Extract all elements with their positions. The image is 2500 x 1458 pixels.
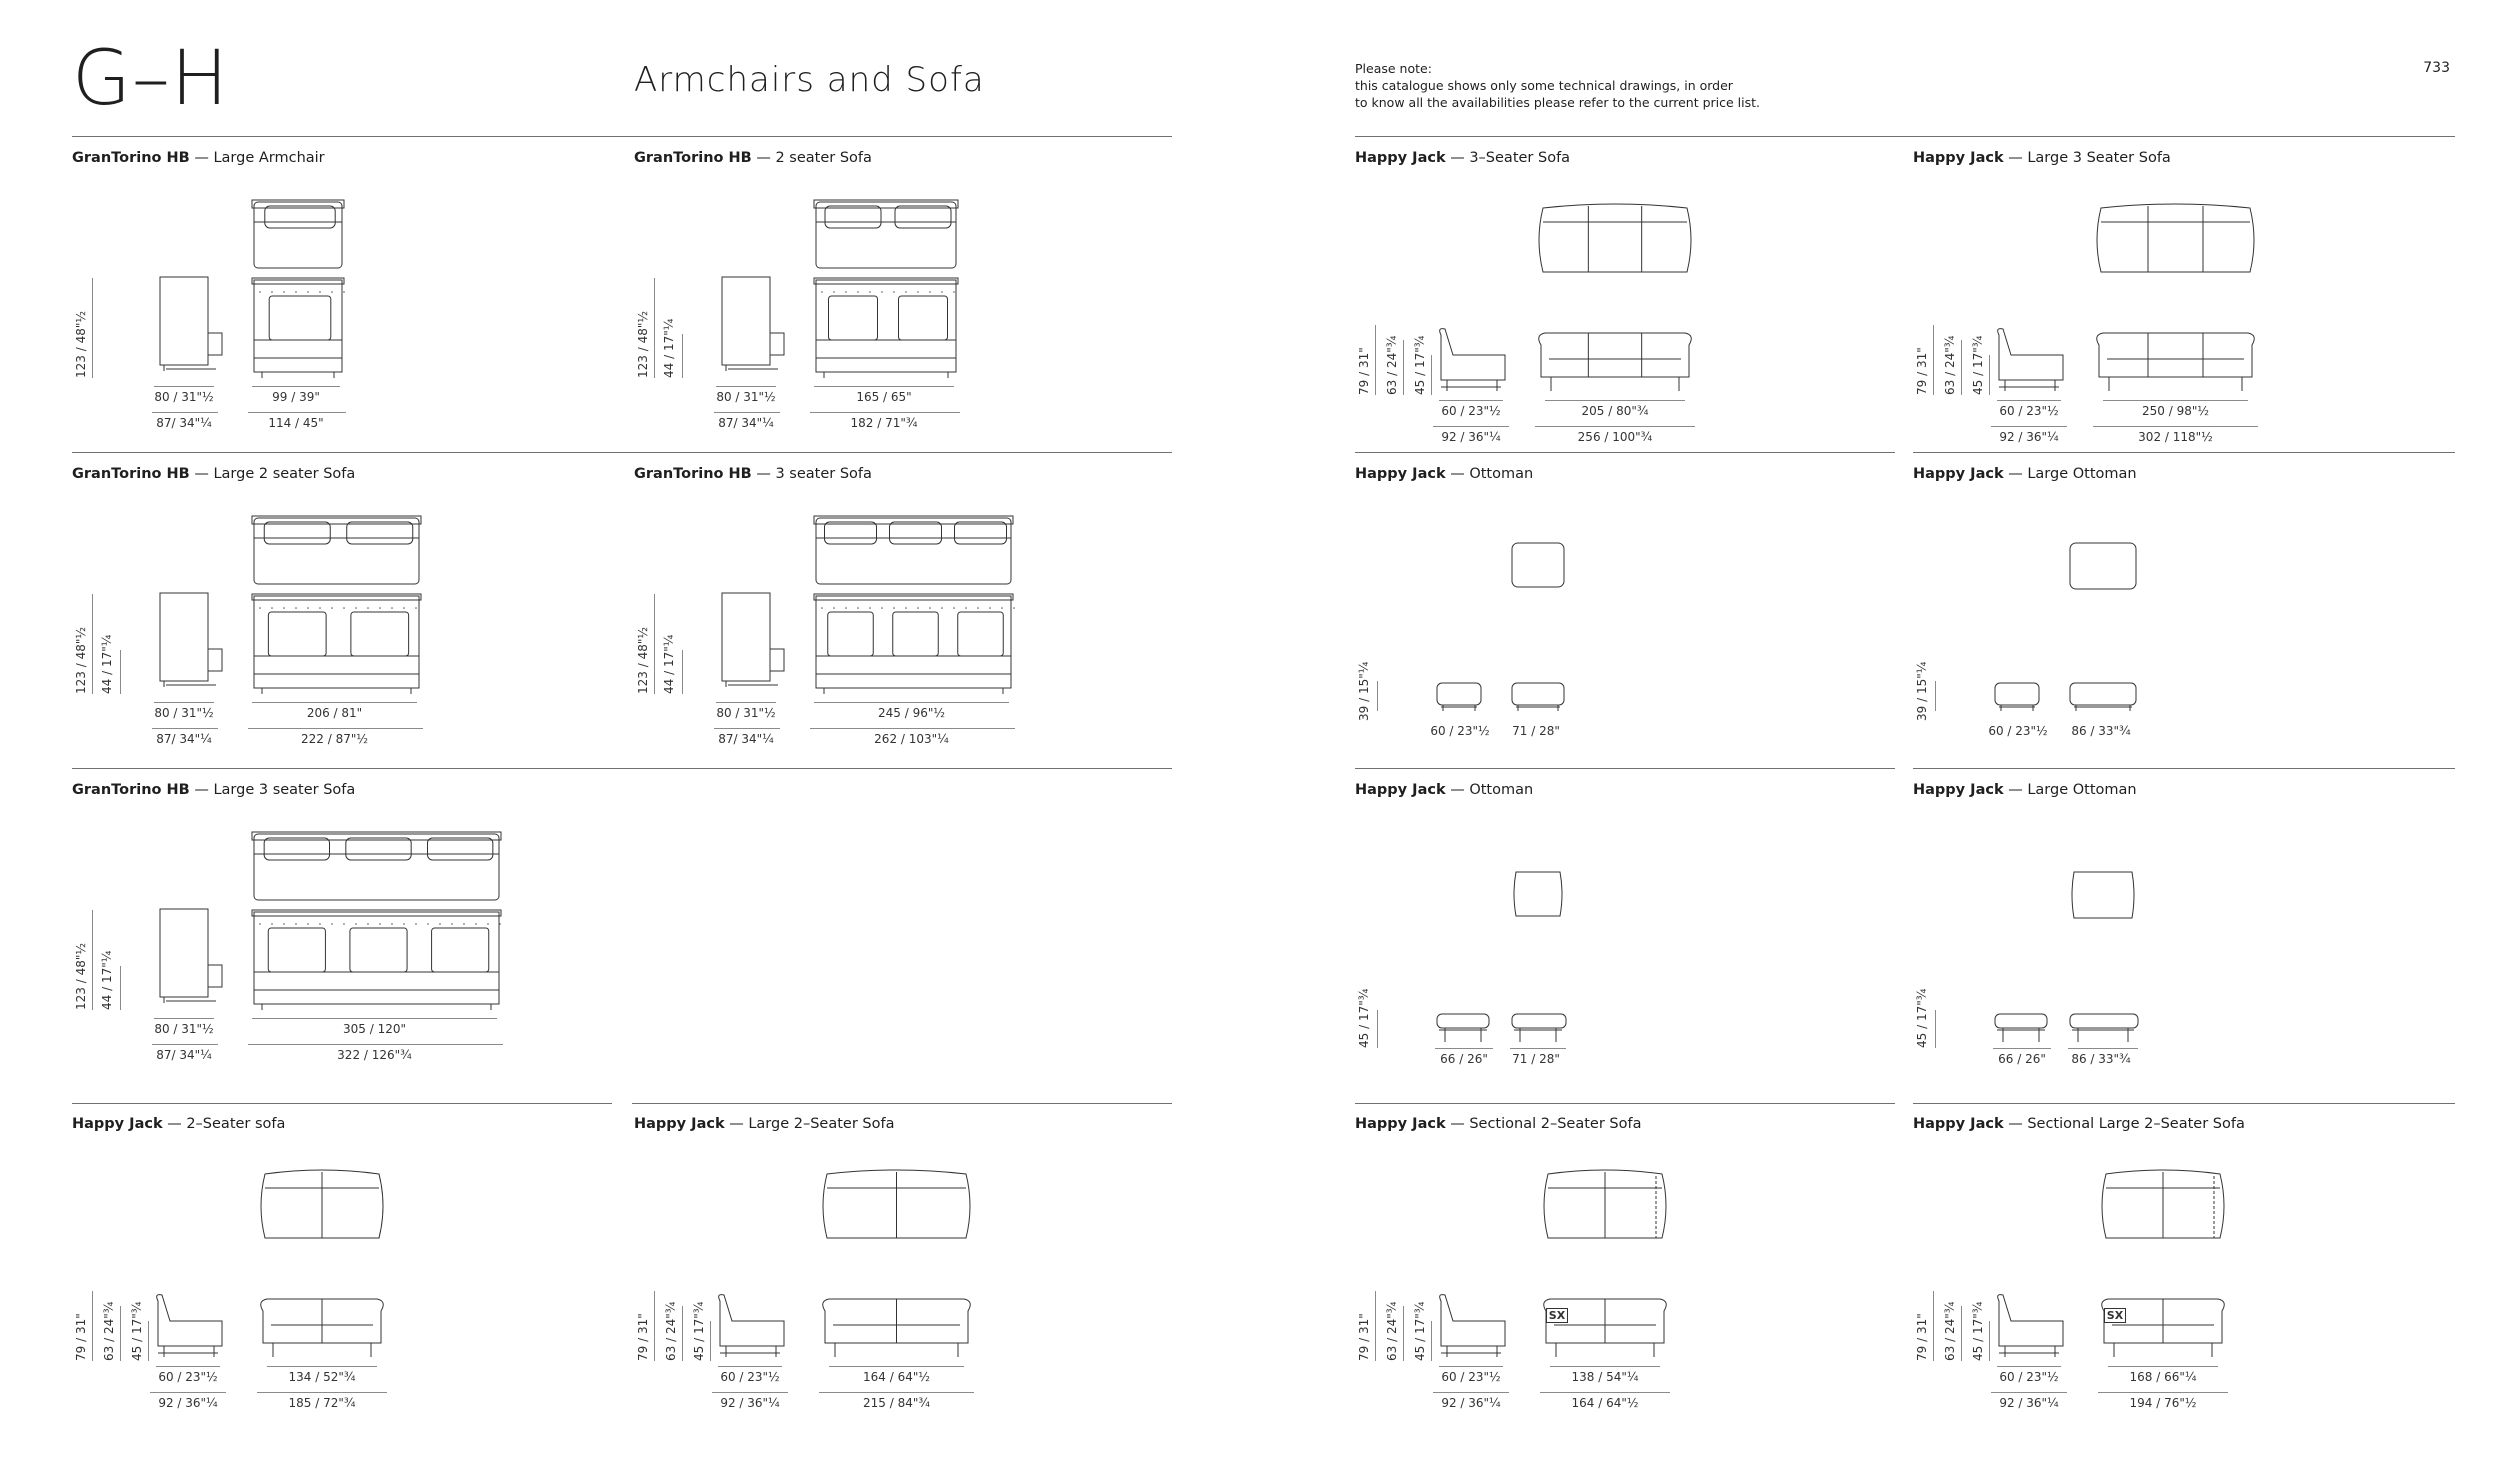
dimension-line	[1377, 681, 1378, 711]
top-view-drawing	[814, 200, 962, 275]
height-dimension: 79 / 31"	[1915, 1313, 1929, 1361]
dimension-line	[810, 728, 1015, 729]
depth-dimension: 60 / 23"½	[1441, 404, 1501, 418]
width-total-dimension: 256 / 100"¾	[1577, 430, 1653, 444]
top-view-drawing	[819, 1166, 974, 1246]
seat-height-dimension: 45 / 17"¾	[692, 1301, 706, 1361]
product-brand: GranTorino HB	[634, 150, 752, 166]
depth-total-dimension: 87/ 34"¼	[718, 732, 774, 746]
top-view-drawing	[1510, 541, 1566, 589]
dimension-line	[819, 1392, 974, 1393]
top-view-drawing	[252, 200, 348, 275]
front-view-drawing	[1510, 681, 1566, 715]
dimension-line	[1961, 1306, 1962, 1361]
side-view-drawing	[1435, 681, 1485, 715]
section-rule	[72, 1103, 612, 1104]
product-brand: Happy Jack	[1913, 782, 2004, 798]
product-brand: Happy Jack	[1355, 782, 1446, 798]
dimension-line	[829, 1366, 964, 1367]
depth-total-dimension: 92 / 36"¼	[1999, 1396, 2059, 1410]
dimension-line	[1510, 1048, 1566, 1049]
dimension-line	[1989, 1321, 1990, 1361]
product-model: — Large Armchair	[189, 150, 325, 166]
dimension-line	[1435, 1048, 1493, 1049]
side-view-drawing	[1435, 325, 1510, 395]
width-dimension: 86 / 33"¾	[2071, 724, 2131, 738]
back-height-dimension: 63 / 24"¾	[664, 1301, 678, 1361]
dimension-line	[1545, 400, 1685, 401]
dimension-line	[2108, 1366, 2218, 1367]
product-caption	[1355, 150, 1570, 166]
dimension-line	[92, 594, 93, 694]
top-view-drawing	[257, 1166, 387, 1246]
dimension-line	[718, 1366, 782, 1367]
dimension-line	[248, 728, 423, 729]
depth-dimension: 80 / 31"½	[154, 1022, 214, 1036]
dimension-line	[267, 1366, 377, 1367]
page-number: 733	[2423, 60, 2450, 76]
width-dimension: 205 / 80"¾	[1581, 404, 1649, 418]
dimension-line	[2068, 1048, 2138, 1049]
product-caption	[1355, 1116, 1641, 1132]
side-view-drawing	[158, 907, 228, 1017]
depth-dimension: 60 / 23"½	[158, 1370, 218, 1384]
front-view-drawing	[814, 278, 962, 382]
side-view-drawing	[720, 275, 790, 385]
depth-dimension: 60 / 23"½	[1441, 1370, 1501, 1384]
dimension-line	[716, 702, 776, 703]
back-height-dimension: 63 / 24"¾	[1385, 335, 1399, 395]
depth-total-dimension: 92 / 36"¼	[158, 1396, 218, 1410]
section-rule	[72, 452, 1172, 453]
width-total-dimension: 302 / 118"½	[2138, 430, 2213, 444]
product-caption	[72, 782, 355, 798]
product-caption	[1355, 782, 1533, 798]
dimension-line	[156, 1366, 220, 1367]
dimension-line	[1991, 426, 2067, 427]
dimension-line	[810, 412, 960, 413]
width-dimension: 71 / 28"	[1512, 724, 1560, 738]
width-dimension: 164 / 64"½	[863, 1370, 930, 1384]
product-caption	[1913, 150, 2171, 166]
product-model: — Large 2 seater Sofa	[189, 466, 356, 482]
width-dimension: 134 / 52"¾	[288, 1370, 356, 1384]
dimension-line	[1377, 1010, 1378, 1048]
dimension-line	[1997, 400, 2061, 401]
dimension-line	[1403, 340, 1404, 395]
dimension-line	[248, 412, 346, 413]
height-dimension: 45 / 17"¾	[1915, 988, 1929, 1048]
back-height-dimension: 63 / 24"¾	[1943, 335, 1957, 395]
section-rule	[1913, 452, 2455, 453]
dimension-line	[257, 1392, 387, 1393]
front-view-drawing	[2068, 681, 2138, 715]
front-view-drawing	[819, 1291, 974, 1361]
height-dimension: 79 / 31"	[1357, 1313, 1371, 1361]
side-view-drawing	[158, 591, 228, 701]
dimension-line	[120, 1306, 121, 1361]
dimension-line	[1439, 400, 1503, 401]
depth-dimension: 60 / 23"½	[720, 1370, 780, 1384]
depth-total-dimension: 87/ 34"¼	[156, 732, 212, 746]
depth-dimension: 80 / 31"½	[154, 390, 214, 404]
width-total-dimension: 322 / 126"¾	[337, 1048, 412, 1062]
dimension-line	[1431, 355, 1432, 395]
product-model: — 2 seater Sofa	[751, 150, 872, 166]
seat-height-dimension: 45 / 17"¾	[1971, 335, 1985, 395]
dimension-line	[1933, 325, 1934, 395]
dimension-line	[154, 702, 214, 703]
width-total-dimension: 114 / 45"	[268, 416, 324, 430]
depth-dimension: 66 / 26"	[1998, 1052, 2046, 1066]
dimension-line	[252, 702, 417, 703]
product-brand: Happy Jack	[1913, 150, 2004, 166]
dimension-line	[152, 412, 218, 413]
side-view-drawing	[1993, 325, 2068, 395]
section-rule	[1355, 768, 1895, 769]
product-brand: GranTorino HB	[72, 782, 190, 798]
dimension-line	[1431, 1321, 1432, 1361]
top-view-drawing	[252, 832, 505, 907]
depth-total-dimension: 92 / 36"¼	[720, 1396, 780, 1410]
height-dimension: 123 / 48"½	[74, 943, 88, 1010]
product-model: — Large 2–Seater Sofa	[724, 1116, 895, 1132]
product-brand: Happy Jack	[1355, 466, 1446, 482]
note-line: to know all the availabilities please refer to the current price list.	[1355, 95, 1761, 110]
product-brand: Happy Jack	[634, 1116, 725, 1132]
dimension-line	[1439, 1366, 1503, 1367]
dimension-line	[152, 728, 218, 729]
top-view-drawing	[2068, 870, 2138, 924]
seat-height-dimension: 45 / 17"¾	[130, 1301, 144, 1361]
dimension-line	[150, 1392, 226, 1393]
front-view-drawing	[252, 594, 425, 698]
seat-height-dimension: 45 / 17"¾	[1413, 1301, 1427, 1361]
height-dimension: 79 / 31"	[636, 1313, 650, 1361]
height-dimension: 39 / 15"¼	[1357, 661, 1371, 721]
dimension-line	[1989, 355, 1990, 395]
seat-height-dimension: 44 / 17"¼	[662, 634, 676, 694]
section-rule	[1355, 1103, 1895, 1104]
dimension-line	[120, 650, 121, 694]
seat-height-dimension: 44 / 17"¼	[662, 318, 676, 378]
depth-total-dimension: 92 / 36"¼	[1441, 1396, 1501, 1410]
dimension-line	[712, 1392, 788, 1393]
dimension-line	[1935, 681, 1936, 711]
dimension-line	[1935, 1010, 1936, 1048]
height-dimension: 45 / 17"¾	[1357, 988, 1371, 1048]
dimension-line	[814, 702, 1009, 703]
availability-note	[1355, 60, 1760, 111]
product-model: — Sectional Large 2–Seater Sofa	[2003, 1116, 2245, 1132]
dimension-line	[252, 386, 340, 387]
header-rule-left	[72, 136, 1172, 137]
depth-total-dimension: 92 / 36"¼	[1999, 430, 2059, 444]
note-line: this catalogue shows only some technical drawings, in order	[1355, 78, 1733, 93]
depth-dimension: 60 / 23"½	[1999, 404, 2059, 418]
sectional-side-label: SX	[2104, 1308, 2126, 1323]
dimension-line	[1961, 340, 1962, 395]
dimension-line	[154, 386, 214, 387]
side-view-drawing	[1435, 1012, 1493, 1048]
product-model: — Ottoman	[1445, 782, 1534, 798]
width-total-dimension: 185 / 72"¾	[288, 1396, 356, 1410]
product-model: — 3–Seater Sofa	[1445, 150, 1571, 166]
seat-height-dimension: 45 / 17"¾	[1413, 335, 1427, 395]
top-view-drawing	[252, 516, 425, 591]
depth-dimension: 66 / 26"	[1440, 1052, 1488, 1066]
width-dimension: 165 / 65"	[856, 390, 912, 404]
product-model: — Large 3 seater Sofa	[189, 782, 356, 798]
side-view-drawing	[1993, 1012, 2051, 1048]
top-view-drawing	[2098, 1166, 2228, 1246]
top-view-drawing	[814, 516, 1017, 591]
product-caption	[72, 1116, 285, 1132]
dimension-line	[1993, 1048, 2051, 1049]
width-dimension: 305 / 120"	[343, 1022, 406, 1036]
depth-dimension: 80 / 31"½	[716, 390, 776, 404]
depth-dimension: 80 / 31"½	[716, 706, 776, 720]
depth-total-dimension: 92 / 36"¼	[1441, 430, 1501, 444]
dimension-line	[682, 334, 683, 378]
product-caption	[1913, 466, 2137, 482]
dimension-line	[710, 1321, 711, 1361]
dimension-line	[1375, 1291, 1376, 1361]
width-dimension: 245 / 96"½	[878, 706, 945, 720]
width-dimension: 86 / 33"¾	[2071, 1052, 2131, 1066]
product-caption	[72, 150, 325, 166]
product-brand: Happy Jack	[1355, 150, 1446, 166]
front-view-drawing	[2068, 1012, 2142, 1048]
dimension-line	[148, 1321, 149, 1361]
dimension-line	[252, 1018, 497, 1019]
width-total-dimension: 222 / 87"½	[301, 732, 368, 746]
height-dimension: 39 / 15"¼	[1915, 661, 1929, 721]
side-view-drawing	[1993, 681, 2043, 715]
section-rule	[1355, 452, 1895, 453]
product-model: — Large Ottoman	[2003, 466, 2137, 482]
dimension-line	[92, 910, 93, 1010]
height-dimension: 79 / 31"	[1915, 347, 1929, 395]
dimension-line	[1540, 1392, 1670, 1393]
height-dimension: 79 / 31"	[1357, 347, 1371, 395]
height-dimension: 123 / 48"½	[74, 627, 88, 694]
depth-dimension: 60 / 23"½	[1999, 1370, 2059, 1384]
width-dimension: 250 / 98"½	[2142, 404, 2209, 418]
dimension-line	[1991, 1392, 2067, 1393]
dimension-line	[654, 278, 655, 378]
top-view-drawing	[2068, 541, 2138, 591]
front-view-drawing	[1540, 1291, 1670, 1361]
product-caption	[1913, 1116, 2245, 1132]
header-rule-right	[1355, 136, 2455, 137]
dimension-line	[92, 278, 93, 378]
dimension-line	[152, 1044, 218, 1045]
top-view-drawing	[1510, 870, 1566, 922]
width-total-dimension: 164 / 64"½	[1571, 1396, 1639, 1410]
back-height-dimension: 63 / 24"¾	[1943, 1301, 1957, 1361]
depth-total-dimension: 87/ 34"¼	[156, 1048, 212, 1062]
dimension-line	[714, 412, 780, 413]
top-view-drawing	[1540, 1166, 1670, 1246]
product-caption	[1913, 782, 2137, 798]
front-view-drawing	[1510, 1012, 1570, 1048]
sectional-side-label: SX	[1546, 1308, 1568, 1323]
dimension-line	[92, 1291, 93, 1361]
width-dimension: 138 / 54"¼	[1571, 1370, 1639, 1384]
front-view-drawing	[814, 594, 1017, 698]
product-caption	[1355, 466, 1533, 482]
product-brand: GranTorino HB	[72, 150, 190, 166]
note-line: Please note:	[1355, 61, 1432, 76]
width-total-dimension: 182 / 71"¾	[850, 416, 918, 430]
dimension-line	[1433, 426, 1509, 427]
product-model: — Large Ottoman	[2003, 782, 2137, 798]
width-total-dimension: 215 / 84"¾	[863, 1396, 930, 1410]
depth-total-dimension: 87/ 34"¼	[718, 416, 774, 430]
dimension-line	[1375, 325, 1376, 395]
dimension-line	[1403, 1306, 1404, 1361]
dimension-line	[2098, 1392, 2228, 1393]
height-dimension: 123 / 48"½	[636, 311, 650, 378]
product-caption	[634, 150, 872, 166]
side-view-drawing	[158, 275, 228, 385]
product-caption	[634, 466, 872, 482]
width-total-dimension: 194 / 76"½	[2129, 1396, 2197, 1410]
dimension-line	[154, 1018, 214, 1019]
dimension-line	[716, 386, 776, 387]
width-dimension: 99 / 39"	[272, 390, 320, 404]
product-brand: Happy Jack	[1355, 1116, 1446, 1132]
top-view-drawing	[2093, 200, 2258, 280]
product-model: — 2–Seater sofa	[162, 1116, 286, 1132]
front-view-drawing	[252, 910, 505, 1014]
side-view-drawing	[1993, 1291, 2068, 1361]
side-view-drawing	[1435, 1291, 1510, 1361]
section-rule	[72, 768, 1172, 769]
depth-dimension: 60 / 23"½	[1988, 724, 2048, 738]
back-height-dimension: 63 / 24"¾	[102, 1301, 116, 1361]
width-dimension: 71 / 28"	[1512, 1052, 1560, 1066]
front-view-drawing	[252, 278, 348, 382]
product-model: — Ottoman	[1445, 466, 1534, 482]
top-view-drawing	[1535, 200, 1695, 280]
page-letters: G–H	[72, 33, 230, 122]
front-view-drawing	[257, 1291, 387, 1361]
width-total-dimension: 262 / 103"¼	[874, 732, 949, 746]
section-rule	[1913, 1103, 2455, 1104]
dimension-line	[654, 1291, 655, 1361]
dimension-line	[2103, 400, 2248, 401]
product-caption	[634, 1116, 894, 1132]
section-rule	[632, 1103, 1172, 1104]
height-dimension: 123 / 48"½	[74, 311, 88, 378]
seat-height-dimension: 45 / 17"¾	[1971, 1301, 1985, 1361]
dimension-line	[714, 728, 780, 729]
front-view-drawing	[1535, 325, 1695, 395]
section-title: Armchairs and Sofa	[634, 60, 985, 100]
width-dimension: 206 / 81"	[306, 706, 363, 720]
dimension-line	[1933, 1291, 1934, 1361]
dimension-line	[1997, 1366, 2061, 1367]
depth-dimension: 80 / 31"½	[154, 706, 214, 720]
seat-height-dimension: 44 / 17"¼	[100, 950, 114, 1010]
product-brand: GranTorino HB	[634, 466, 752, 482]
front-view-drawing	[2098, 1291, 2228, 1361]
dimension-line	[2093, 426, 2258, 427]
side-view-drawing	[720, 591, 790, 701]
product-model: — Sectional 2–Seater Sofa	[1445, 1116, 1642, 1132]
product-brand: Happy Jack	[1913, 1116, 2004, 1132]
product-model: — Large 3 Seater Sofa	[2003, 150, 2171, 166]
product-model: — 3 seater Sofa	[751, 466, 872, 482]
dimension-line	[120, 966, 121, 1010]
dimension-line	[1535, 426, 1695, 427]
back-height-dimension: 63 / 24"¾	[1385, 1301, 1399, 1361]
dimension-line	[682, 650, 683, 694]
section-rule	[1913, 768, 2455, 769]
front-view-drawing	[2093, 325, 2258, 395]
product-caption	[72, 466, 355, 482]
height-dimension: 123 / 48"½	[636, 627, 650, 694]
width-dimension: 168 / 66"¼	[2129, 1370, 2197, 1384]
height-dimension: 79 / 31"	[74, 1313, 88, 1361]
dimension-line	[654, 594, 655, 694]
dimension-line	[682, 1306, 683, 1361]
dimension-line	[1433, 1392, 1509, 1393]
side-view-drawing	[714, 1291, 789, 1361]
product-brand: Happy Jack	[72, 1116, 163, 1132]
dimension-line	[1550, 1366, 1660, 1367]
seat-height-dimension: 44 / 17"¼	[100, 634, 114, 694]
dimension-line	[814, 386, 954, 387]
product-brand: Happy Jack	[1913, 466, 2004, 482]
product-brand: GranTorino HB	[72, 466, 190, 482]
depth-total-dimension: 87/ 34"¼	[156, 416, 212, 430]
side-view-drawing	[152, 1291, 227, 1361]
dimension-line	[248, 1044, 503, 1045]
depth-dimension: 60 / 23"½	[1430, 724, 1490, 738]
